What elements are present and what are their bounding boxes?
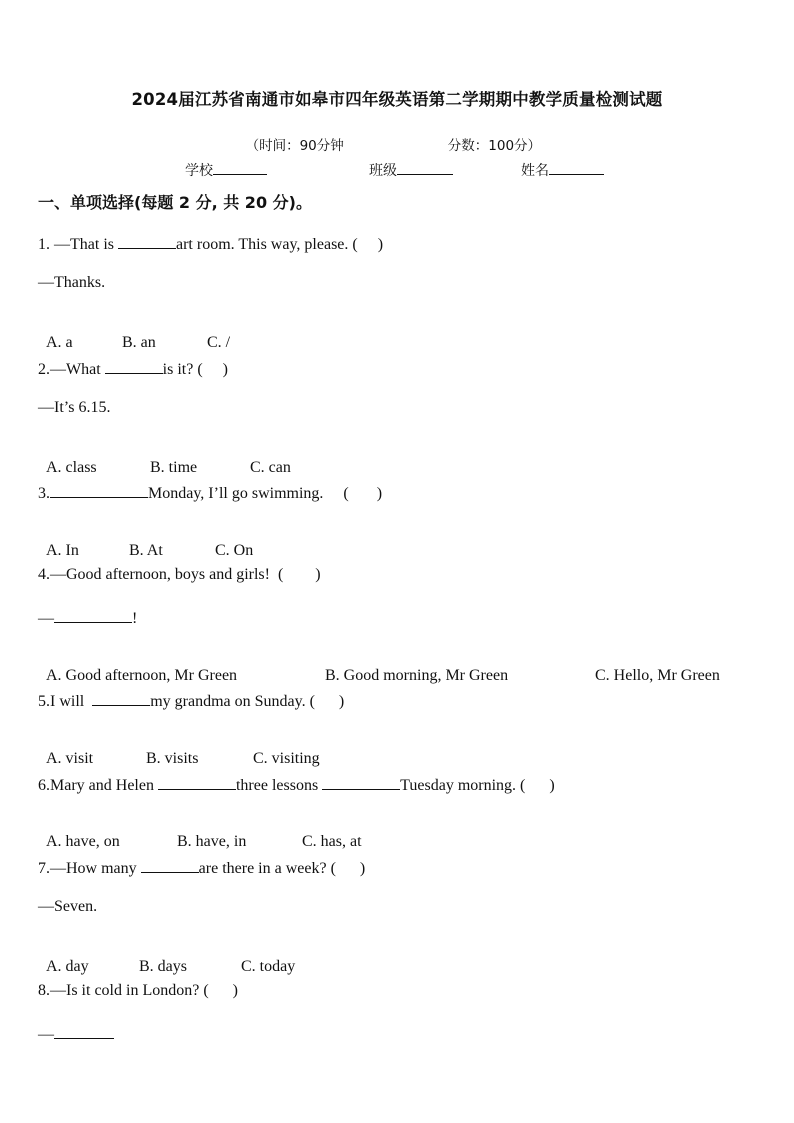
exam-time: （时间：90分钟 bbox=[245, 138, 344, 154]
option-a[interactable]: A. class bbox=[46, 459, 97, 476]
question-stem: 6.Mary and Helen three lessons Tuesday morning. ( ) bbox=[38, 774, 555, 795]
question-options bbox=[38, 441, 291, 477]
answer-blank[interactable] bbox=[50, 482, 148, 498]
page-title: 2024届江苏省南通市如皋市四年级英语第二学期期中教学质量检测试题 bbox=[131, 90, 663, 109]
answer-blank[interactable] bbox=[105, 358, 163, 374]
name-field bbox=[521, 160, 604, 180]
option-b[interactable]: B. an bbox=[122, 334, 156, 351]
question-reply: —It’s 6.15. bbox=[38, 399, 111, 416]
question-reply: — bbox=[38, 1023, 114, 1044]
option-a[interactable]: A. day bbox=[46, 958, 89, 975]
option-b[interactable]: B. visits bbox=[146, 750, 199, 767]
option-a[interactable]: A. have, on bbox=[46, 833, 120, 850]
option-c[interactable]: C. has, at bbox=[302, 833, 362, 850]
option-c[interactable]: C. today bbox=[241, 958, 296, 975]
school-blank[interactable] bbox=[213, 160, 267, 175]
question-options bbox=[38, 316, 230, 352]
option-b[interactable]: B. have, in bbox=[177, 833, 247, 850]
option-a[interactable]: A. a bbox=[46, 334, 73, 351]
question-stem: 5.I will my grandma on Sunday. ( ) bbox=[38, 690, 344, 711]
answer-blank[interactable] bbox=[141, 857, 199, 873]
option-a[interactable]: A. In bbox=[46, 542, 79, 559]
class-label: 班级 bbox=[369, 163, 397, 179]
question-options bbox=[38, 815, 362, 851]
answer-blank[interactable] bbox=[54, 607, 132, 623]
question-options bbox=[38, 649, 720, 685]
option-c[interactable]: C. / bbox=[207, 334, 231, 351]
question-stem: 7.—How many are there in a week? ( ) bbox=[38, 857, 365, 878]
option-b[interactable]: B. days bbox=[139, 958, 187, 975]
name-blank[interactable] bbox=[549, 160, 604, 175]
answer-blank[interactable] bbox=[322, 774, 400, 790]
option-c[interactable]: C. Hello, Mr Green bbox=[595, 667, 720, 684]
question-stem: 8.—Is it cold in London? ( ) bbox=[38, 982, 238, 999]
exam-score: 分数：100分） bbox=[447, 138, 542, 154]
question-options bbox=[38, 940, 295, 976]
question-stem: 2.—What is it? ( ) bbox=[38, 358, 228, 379]
answer-blank[interactable] bbox=[118, 233, 176, 249]
answer-blank[interactable] bbox=[92, 690, 150, 706]
option-c[interactable]: C. On bbox=[215, 542, 254, 559]
question-reply: —Thanks. bbox=[38, 274, 106, 291]
school-field bbox=[185, 160, 267, 180]
question-options bbox=[38, 524, 253, 560]
option-c[interactable]: C. visiting bbox=[253, 750, 320, 767]
class-blank[interactable] bbox=[397, 160, 453, 175]
question-stem: 4.—Good afternoon, boys and girls! ( ) bbox=[38, 566, 321, 583]
option-b[interactable]: B. At bbox=[129, 542, 163, 559]
name-label: 姓名 bbox=[521, 163, 549, 179]
option-a[interactable]: A. visit bbox=[46, 750, 94, 767]
option-b[interactable]: B. time bbox=[150, 459, 198, 476]
class-field bbox=[369, 160, 453, 180]
option-c[interactable]: C. can bbox=[250, 459, 291, 476]
exam-meta bbox=[237, 118, 541, 154]
question-options bbox=[38, 732, 320, 768]
option-a[interactable]: A. Good afternoon, Mr Green bbox=[46, 667, 238, 684]
school-label: 学校 bbox=[185, 163, 213, 179]
answer-blank[interactable] bbox=[158, 774, 236, 790]
question-stem: 1. —That is art room. This way, please. ( ) bbox=[38, 233, 383, 254]
answer-blank[interactable] bbox=[54, 1023, 114, 1039]
question-reply: — ! bbox=[38, 607, 137, 628]
question-stem: 3. Monday, I’ll go swimming. ( ) bbox=[38, 482, 382, 503]
question-reply: —Seven. bbox=[38, 898, 98, 915]
section-heading: 一、单项选择(每题 2 分, 共 20 分)。 bbox=[38, 193, 312, 212]
option-b[interactable]: B. Good morning, Mr Green bbox=[325, 667, 509, 684]
